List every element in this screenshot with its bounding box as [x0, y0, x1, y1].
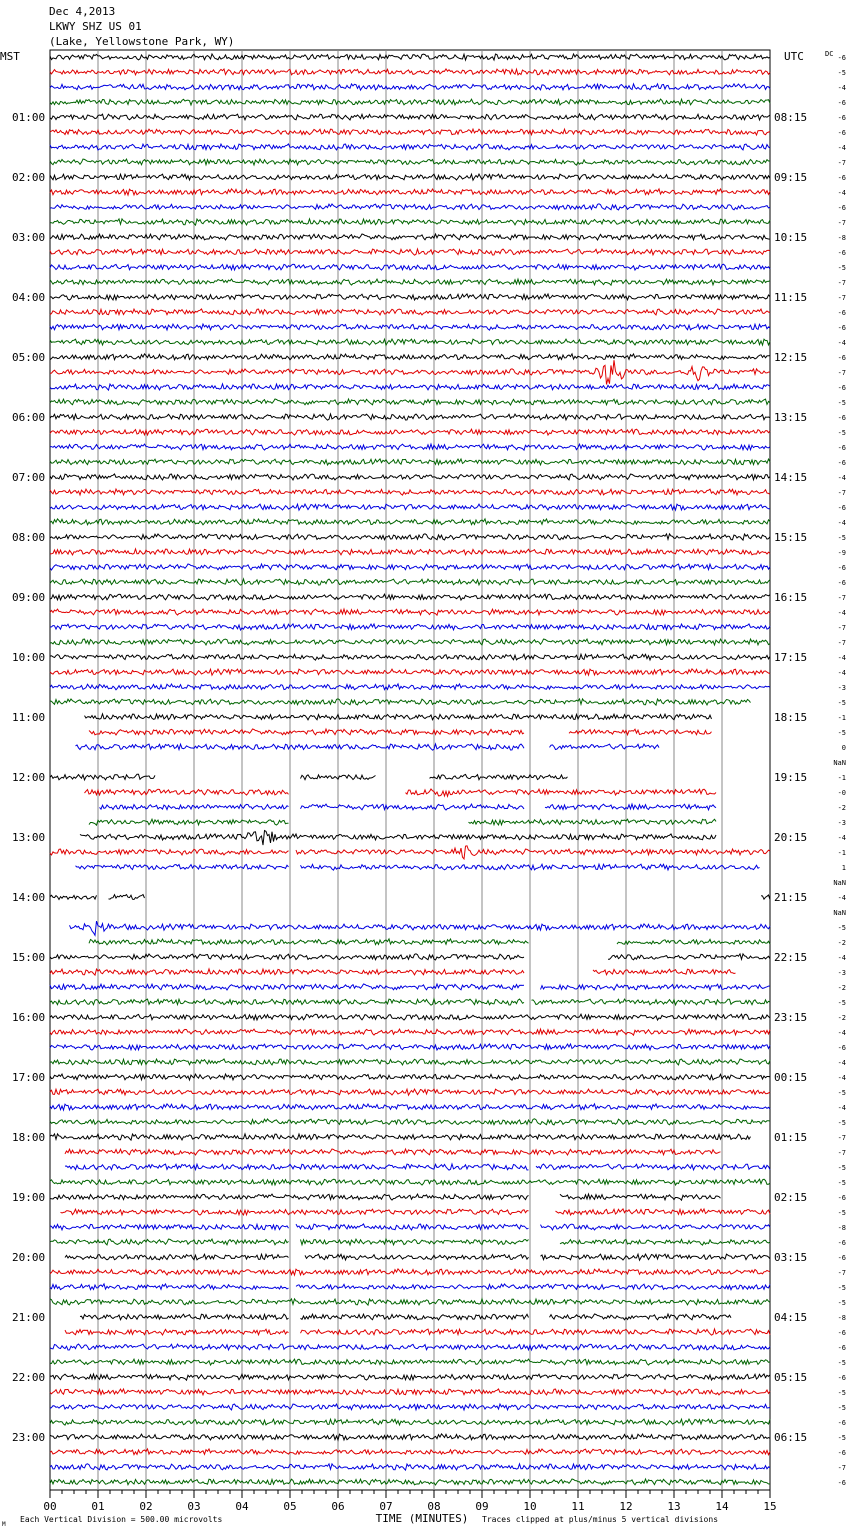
- trace-line: [50, 219, 770, 225]
- trace-line: [50, 144, 770, 150]
- trace-line: [50, 489, 770, 495]
- trace-line: [89, 939, 770, 945]
- left-hour-label: 13:00: [12, 831, 46, 844]
- trace-line: [50, 459, 770, 465]
- dc-offset-label: -6: [837, 99, 846, 107]
- x-tick-label: 07: [379, 1500, 393, 1513]
- left-hour-label: 08:00: [12, 531, 46, 544]
- dc-offset-label: -6: [837, 1329, 846, 1337]
- left-hour-label: 10:00: [12, 651, 46, 664]
- left-hour-label: 23:00: [12, 1431, 46, 1444]
- trace-line: [50, 1299, 770, 1305]
- left-hour-label: 18:00: [12, 1131, 46, 1144]
- trace-line: [50, 1059, 770, 1065]
- dc-offset-label: -4: [837, 1074, 846, 1082]
- trace-line: [50, 69, 770, 75]
- dc-offset-label: -6: [837, 414, 846, 422]
- x-tick-label: 02: [139, 1500, 153, 1513]
- trace-line: [50, 1119, 770, 1125]
- dc-offset-label: -6: [837, 1344, 846, 1352]
- trace-line: [50, 264, 770, 270]
- trace-line: [50, 279, 770, 285]
- trace-line: [50, 429, 770, 435]
- left-hour-label: 04:00: [12, 291, 46, 304]
- left-hour-label: 07:00: [12, 471, 46, 484]
- trace-line: [50, 774, 568, 780]
- right-hour-label: 19:15: [774, 771, 808, 784]
- right-hour-label: 00:15: [774, 1071, 808, 1084]
- right-timezone-label: UTC: [784, 50, 804, 63]
- left-hour-label: 14:00: [12, 891, 46, 904]
- dc-offset-label: -5: [837, 999, 846, 1007]
- trace-line: [50, 1014, 770, 1020]
- left-hour-label: 17:00: [12, 1071, 46, 1084]
- trace-line: [50, 984, 770, 990]
- right-hour-label: 04:15: [774, 1311, 808, 1324]
- left-hour-label: 01:00: [12, 111, 46, 124]
- dc-offset-label: -4: [837, 894, 846, 902]
- trace-line: [50, 1239, 770, 1245]
- dc-offset-label: -6: [837, 114, 846, 122]
- trace-line: [50, 129, 770, 135]
- trace-line: [50, 895, 770, 900]
- right-hour-label: 02:15: [774, 1191, 808, 1204]
- right-hour-label: 14:15: [774, 471, 808, 484]
- right-hour-label: 17:15: [774, 651, 808, 664]
- dc-offset-label: -5: [837, 1359, 846, 1367]
- left-hour-label: 02:00: [12, 171, 46, 184]
- trace-line: [50, 1029, 770, 1035]
- dc-offset-label: -5: [837, 1119, 846, 1127]
- x-tick-label: 01: [91, 1500, 105, 1513]
- dc-offset-label: -5: [837, 1089, 846, 1097]
- dc-offset-label: -5: [837, 429, 846, 437]
- dc-offset-label: -7: [837, 1269, 846, 1277]
- dc-offset-label: -6: [837, 459, 846, 467]
- dc-offset-label: -5: [837, 729, 846, 737]
- dc-offset-label: -5: [837, 399, 846, 407]
- trace-line: [50, 1419, 770, 1425]
- trace-line: [65, 1164, 770, 1170]
- dc-offset-label: -7: [837, 639, 846, 647]
- trace-line: [89, 729, 712, 735]
- dc-offset-label: -6: [837, 1449, 846, 1457]
- left-hour-label: 16:00: [12, 1011, 46, 1024]
- dc-offset-label: -9: [837, 549, 846, 557]
- trace-line: [50, 324, 770, 330]
- trace-line: [65, 1254, 770, 1260]
- dc-offset-label: -6: [837, 504, 846, 512]
- dc-offset-label: -7: [837, 294, 846, 302]
- trace-line: [50, 609, 770, 615]
- location-label: (Lake, Yellowstone Park, WY): [49, 35, 235, 48]
- trace-line: [50, 99, 770, 105]
- trace-line: [50, 999, 770, 1005]
- trace-line: [50, 639, 770, 645]
- dc-offset-label: -6: [837, 1194, 846, 1202]
- trace-line: [50, 54, 770, 60]
- right-hour-label: 23:15: [774, 1011, 808, 1024]
- dc-offset-label: -3: [837, 819, 846, 827]
- dc-offset-label: NaN: [833, 909, 846, 917]
- dc-offset-label: -8: [837, 1224, 846, 1232]
- right-hour-label: 08:15: [774, 111, 808, 124]
- trace-line: [50, 549, 770, 555]
- trace-line: [50, 954, 770, 960]
- trace-line: [50, 114, 770, 120]
- dc-offset-label: -4: [837, 654, 846, 662]
- trace-line: [50, 1089, 770, 1095]
- dc-offset-label: -5: [837, 924, 846, 932]
- dc-offset-label: -6: [837, 564, 846, 572]
- trace-line: [89, 819, 716, 825]
- trace-line: [50, 1194, 721, 1200]
- dc-offset-label: -5: [837, 1299, 846, 1307]
- dc-offset-label: -5: [837, 1284, 846, 1292]
- trace-line: [50, 534, 770, 540]
- left-hour-label: 19:00: [12, 1191, 46, 1204]
- left-timezone-label: MST: [0, 50, 20, 63]
- right-hour-label: 12:15: [774, 351, 808, 364]
- dc-offset-label: -6: [837, 1254, 846, 1262]
- trace-line: [50, 159, 770, 165]
- dc-offset-label: -6: [837, 1479, 846, 1487]
- trace-line: [50, 1134, 751, 1140]
- trace-line: [50, 1404, 770, 1410]
- trace-line: [50, 1359, 770, 1365]
- dc-offset-label: -4: [837, 834, 846, 842]
- dc-offset-label: -2: [837, 804, 846, 812]
- dc-offset-label: -4: [837, 1104, 846, 1112]
- trace-line: [50, 354, 770, 360]
- x-tick-label: 15: [763, 1500, 777, 1513]
- dc-offset-label: -8: [837, 234, 846, 242]
- trace-line: [50, 504, 770, 510]
- dc-offset-label: -6: [837, 1044, 846, 1052]
- trace-line: [80, 831, 716, 846]
- dc-offset-label: -4: [837, 474, 846, 482]
- dc-offset-label: -3: [837, 969, 846, 977]
- dc-offset-label: -2: [837, 939, 846, 947]
- scale-note: Each Vertical Division = 500.00 microvolts: [20, 1515, 223, 1524]
- station-label: LKWY SHZ US 01: [49, 20, 142, 33]
- trace-line: [50, 1389, 770, 1395]
- dc-offset-label: -1: [837, 774, 846, 782]
- trace-line: [50, 1104, 770, 1110]
- trace-line: [50, 1374, 770, 1380]
- dc-offset-label: -5: [837, 1179, 846, 1187]
- right-hour-label: 01:15: [774, 1131, 808, 1144]
- dc-offset-label: -0: [837, 789, 846, 797]
- dc-label: DC: [825, 50, 834, 58]
- dc-offset-label: -6: [837, 384, 846, 392]
- right-hour-label: 16:15: [774, 591, 808, 604]
- dc-offset-label: -6: [837, 129, 846, 137]
- left-hour-label: 06:00: [12, 411, 46, 424]
- trace-line: [50, 399, 770, 405]
- trace-line: [50, 519, 770, 525]
- trace-line: [50, 189, 770, 195]
- dc-offset-label: -6: [837, 1374, 846, 1382]
- trace-line: [65, 1329, 770, 1335]
- dc-offset-label: -4: [837, 1029, 846, 1037]
- trace-line: [50, 624, 770, 630]
- dc-offset-label: -6: [837, 1419, 846, 1427]
- trace-line: [50, 1224, 770, 1230]
- dc-offset-label: -7: [837, 279, 846, 287]
- trace-line: [50, 1179, 770, 1185]
- x-tick-label: 04: [235, 1500, 249, 1513]
- trace-line: [50, 1434, 770, 1440]
- dc-offset-label: -1: [837, 849, 846, 857]
- right-hour-label: 20:15: [774, 831, 808, 844]
- x-tick-label: 03: [187, 1500, 201, 1513]
- right-hour-label: 06:15: [774, 1431, 808, 1444]
- dc-offset-label: -7: [837, 594, 846, 602]
- trace-line: [50, 579, 770, 585]
- right-hour-label: 13:15: [774, 411, 808, 424]
- left-hour-label: 20:00: [12, 1251, 46, 1264]
- dc-offset-label: -4: [837, 954, 846, 962]
- dc-offset-label: -5: [837, 534, 846, 542]
- dc-offset-label: -6: [837, 309, 846, 317]
- left-hour-label: 12:00: [12, 771, 46, 784]
- right-hour-label: 21:15: [774, 891, 808, 904]
- trace-line: [50, 360, 770, 384]
- x-tick-label: 11: [571, 1500, 585, 1513]
- dc-offset-label: -6: [837, 579, 846, 587]
- dc-offset-label: NaN: [833, 879, 846, 887]
- dc-offset-label: -5: [837, 1389, 846, 1397]
- clip-note: Traces clipped at plus/minus 5 vertical divisions: [482, 1515, 719, 1524]
- x-tick-label: 06: [331, 1500, 345, 1513]
- dc-offset-label: -6: [837, 174, 846, 182]
- trace-line: [50, 684, 770, 690]
- trace-line: [80, 1314, 731, 1320]
- trace-line: [50, 444, 770, 450]
- dc-offset-label: -4: [837, 189, 846, 197]
- trace-line: [50, 1284, 770, 1290]
- trace-line: [61, 1209, 771, 1215]
- trace-line: [50, 309, 770, 315]
- trace-line: [76, 744, 660, 750]
- left-hour-label: 22:00: [12, 1371, 46, 1384]
- dc-offset-label: -6: [837, 354, 846, 362]
- trace-line: [50, 594, 770, 600]
- trace-line: [50, 474, 770, 480]
- dc-offset-label: -2: [837, 1014, 846, 1022]
- right-hour-label: 09:15: [774, 171, 808, 184]
- trace-line: [50, 204, 770, 210]
- dc-offset-label: -6: [837, 324, 846, 332]
- trace-line: [50, 174, 770, 180]
- trace-line: [50, 294, 770, 300]
- dc-offset-label: -6: [837, 1239, 846, 1247]
- footer-mark: M: [2, 1521, 6, 1528]
- dc-offset-label: -5: [837, 69, 846, 77]
- dc-offset-label: -4: [837, 519, 846, 527]
- dc-offset-label: -5: [837, 1404, 846, 1412]
- left-hour-label: 21:00: [12, 1311, 46, 1324]
- dc-offset-label: -6: [837, 54, 846, 62]
- trace-line: [85, 714, 712, 720]
- left-hour-label: 11:00: [12, 711, 46, 724]
- trace-line: [50, 1344, 770, 1350]
- left-hour-label: 03:00: [12, 231, 46, 244]
- dc-offset-label: -2: [837, 984, 846, 992]
- x-tick-label: 05: [283, 1500, 297, 1513]
- trace-line: [50, 1464, 770, 1470]
- trace-line: [50, 699, 751, 705]
- trace-line: [50, 564, 770, 570]
- dc-offset-label: -5: [837, 264, 846, 272]
- dc-offset-label: -4: [837, 609, 846, 617]
- trace-line: [50, 1044, 770, 1050]
- trace-line: [50, 1074, 770, 1080]
- trace-line: [50, 84, 770, 90]
- dc-offset-label: -7: [837, 1464, 846, 1472]
- trace-line: [50, 1479, 770, 1485]
- trace-line: [50, 384, 770, 390]
- right-hour-label: 11:15: [774, 291, 808, 304]
- dc-offset-label: -6: [837, 444, 846, 452]
- dc-offset-label: 0: [841, 744, 846, 752]
- dc-offset-label: -3: [837, 684, 846, 692]
- right-hour-label: 03:15: [774, 1251, 808, 1264]
- x-axis-title: TIME (MINUTES): [375, 1512, 469, 1525]
- dc-offset-label: -7: [837, 1134, 846, 1142]
- dc-offset-label: -4: [837, 339, 846, 347]
- dc-offset-label: -4: [837, 84, 846, 92]
- right-hour-label: 22:15: [774, 951, 808, 964]
- right-hour-label: 05:15: [774, 1371, 808, 1384]
- date-label: Dec 4,2013: [49, 5, 116, 18]
- dc-offset-label: -8: [837, 1314, 846, 1322]
- dc-offset-label: 1: [841, 864, 846, 872]
- trace-line: [50, 1269, 770, 1275]
- dc-offset-label: -1: [837, 714, 846, 722]
- dc-offset-label: -4: [837, 144, 846, 152]
- dc-offset-label: -6: [837, 204, 846, 212]
- trace-line: [50, 969, 736, 975]
- trace-line: [50, 1449, 770, 1455]
- x-tick-label: 10: [523, 1500, 537, 1513]
- trace-line: [85, 789, 717, 796]
- dc-offset-label: -5: [837, 699, 846, 707]
- left-hour-label: 09:00: [12, 591, 46, 604]
- left-hour-label: 15:00: [12, 951, 46, 964]
- x-tick-label: 13: [667, 1500, 681, 1513]
- dc-offset-label: -7: [837, 159, 846, 167]
- trace-line: [65, 1149, 721, 1155]
- trace-line: [50, 414, 770, 420]
- dc-offset-label: -7: [837, 369, 846, 377]
- trace-line: [50, 669, 770, 675]
- left-hour-label: 05:00: [12, 351, 46, 364]
- dc-offset-label: -5: [837, 1164, 846, 1172]
- x-tick-label: 14: [715, 1500, 729, 1513]
- x-tick-label: 00: [43, 1500, 57, 1513]
- x-tick-label: 09: [475, 1500, 489, 1513]
- trace-line: [100, 804, 717, 810]
- trace-line: [50, 654, 770, 660]
- dc-offset-label: -6: [837, 249, 846, 257]
- dc-offset-label: -7: [837, 1149, 846, 1157]
- trace-line: [50, 234, 770, 240]
- dc-offset-label: -5: [837, 1434, 846, 1442]
- x-tick-label: 12: [619, 1500, 633, 1513]
- dc-offset-label: -4: [837, 1059, 846, 1067]
- dc-offset-label: -7: [837, 624, 846, 632]
- trace-line: [50, 339, 770, 345]
- trace-line: [70, 921, 771, 935]
- x-tick-label: 08: [427, 1500, 441, 1513]
- right-hour-label: 10:15: [774, 231, 808, 244]
- trace-line: [50, 846, 770, 859]
- right-hour-label: 18:15: [774, 711, 808, 724]
- dc-offset-label: -5: [837, 1209, 846, 1217]
- trace-line: [76, 864, 760, 870]
- dc-offset-label: NaN: [833, 759, 846, 767]
- dc-offset-label: -7: [837, 219, 846, 227]
- dc-offset-label: -4: [837, 669, 846, 677]
- dc-offset-label: -7: [837, 489, 846, 497]
- trace-line: [50, 249, 770, 255]
- right-hour-label: 15:15: [774, 531, 808, 544]
